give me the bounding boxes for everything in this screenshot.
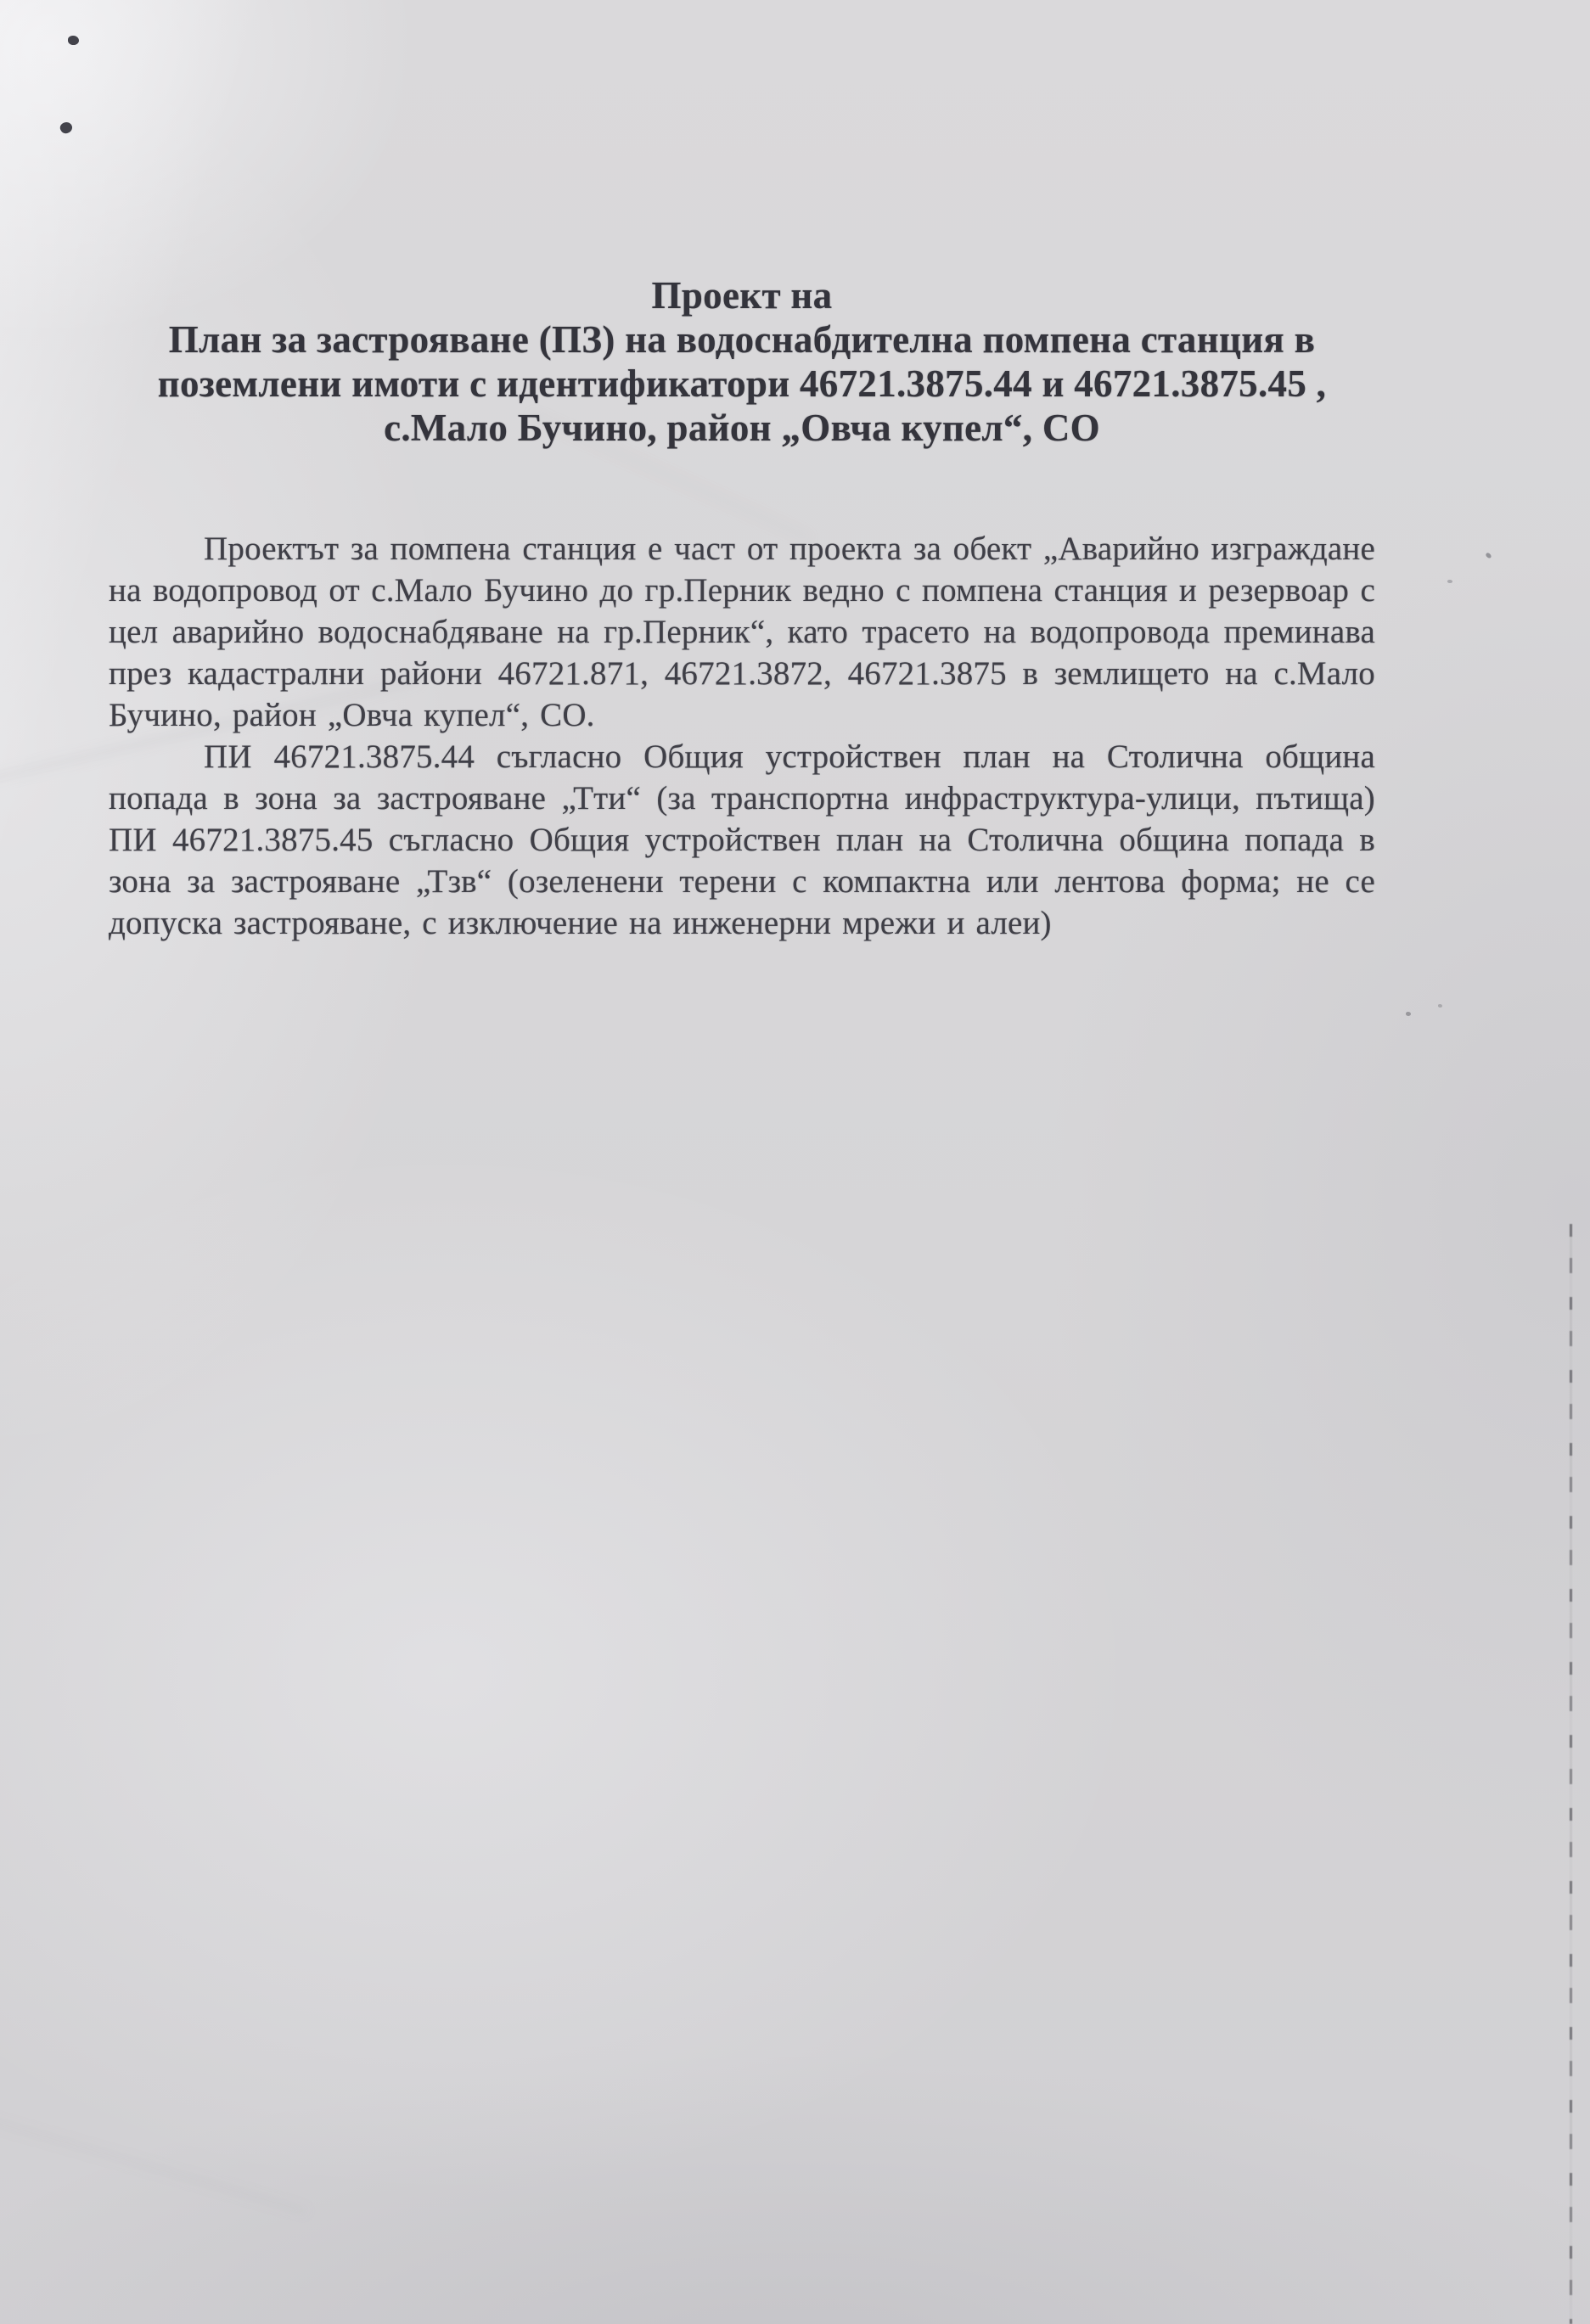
document-body [109, 528, 1375, 944]
document-content [109, 273, 1375, 944]
ink-speck [68, 36, 79, 45]
title-line-3: поземлени имоти с идентификатори 46721.3875.44 и 46721.3875.45 , [157, 362, 1327, 405]
ink-speck [59, 120, 74, 135]
ink-speck [1406, 1012, 1411, 1016]
title-line-2: План за застрояване (ПЗ) на водоснабдителна помпена станция в [168, 318, 1316, 361]
ink-speck [1438, 1004, 1442, 1008]
title-line-1: Проект на [651, 274, 833, 317]
paragraph-1: Проектът за помпена станция е част от проекта за обект „Аварийно изграждане на водопровод от с.Мало Бучино до гр.Перник ведно с помпена станция и резервоар с цел аварийно водоснабдяване на гр.Перник“, като трасето на водопровода преминава през кадастрални райони 46721.871, 46721.3872, 46721.3875 в землището на с.Мало Бучино, район „Овча купел“, СО. [109, 530, 1375, 733]
title-line-4: с.Мало Бучино, район „Овча купел“, СО [384, 407, 1100, 449]
paragraph-2: ПИ 46721.3875.44 съгласно Общия устройствен план на Столична община попада в зона за застрояване „Тти“ (за транспортна инфраструктура-улици, пътища) ПИ 46721.3875.45 съгласно Общия устройствен план на Столична община попада в зона за застрояване „Тзв“ (озеленени терени с компактна или лентова форма; не се допуска застрояване, с изключение на инженерни мрежи и алеи) [109, 738, 1375, 941]
paper-edge-dashed-line [1570, 1224, 1572, 2324]
paper-crease [0, 2110, 307, 2213]
document-title [109, 273, 1375, 450]
ink-speck [1485, 552, 1492, 559]
ink-speck [1447, 580, 1452, 583]
